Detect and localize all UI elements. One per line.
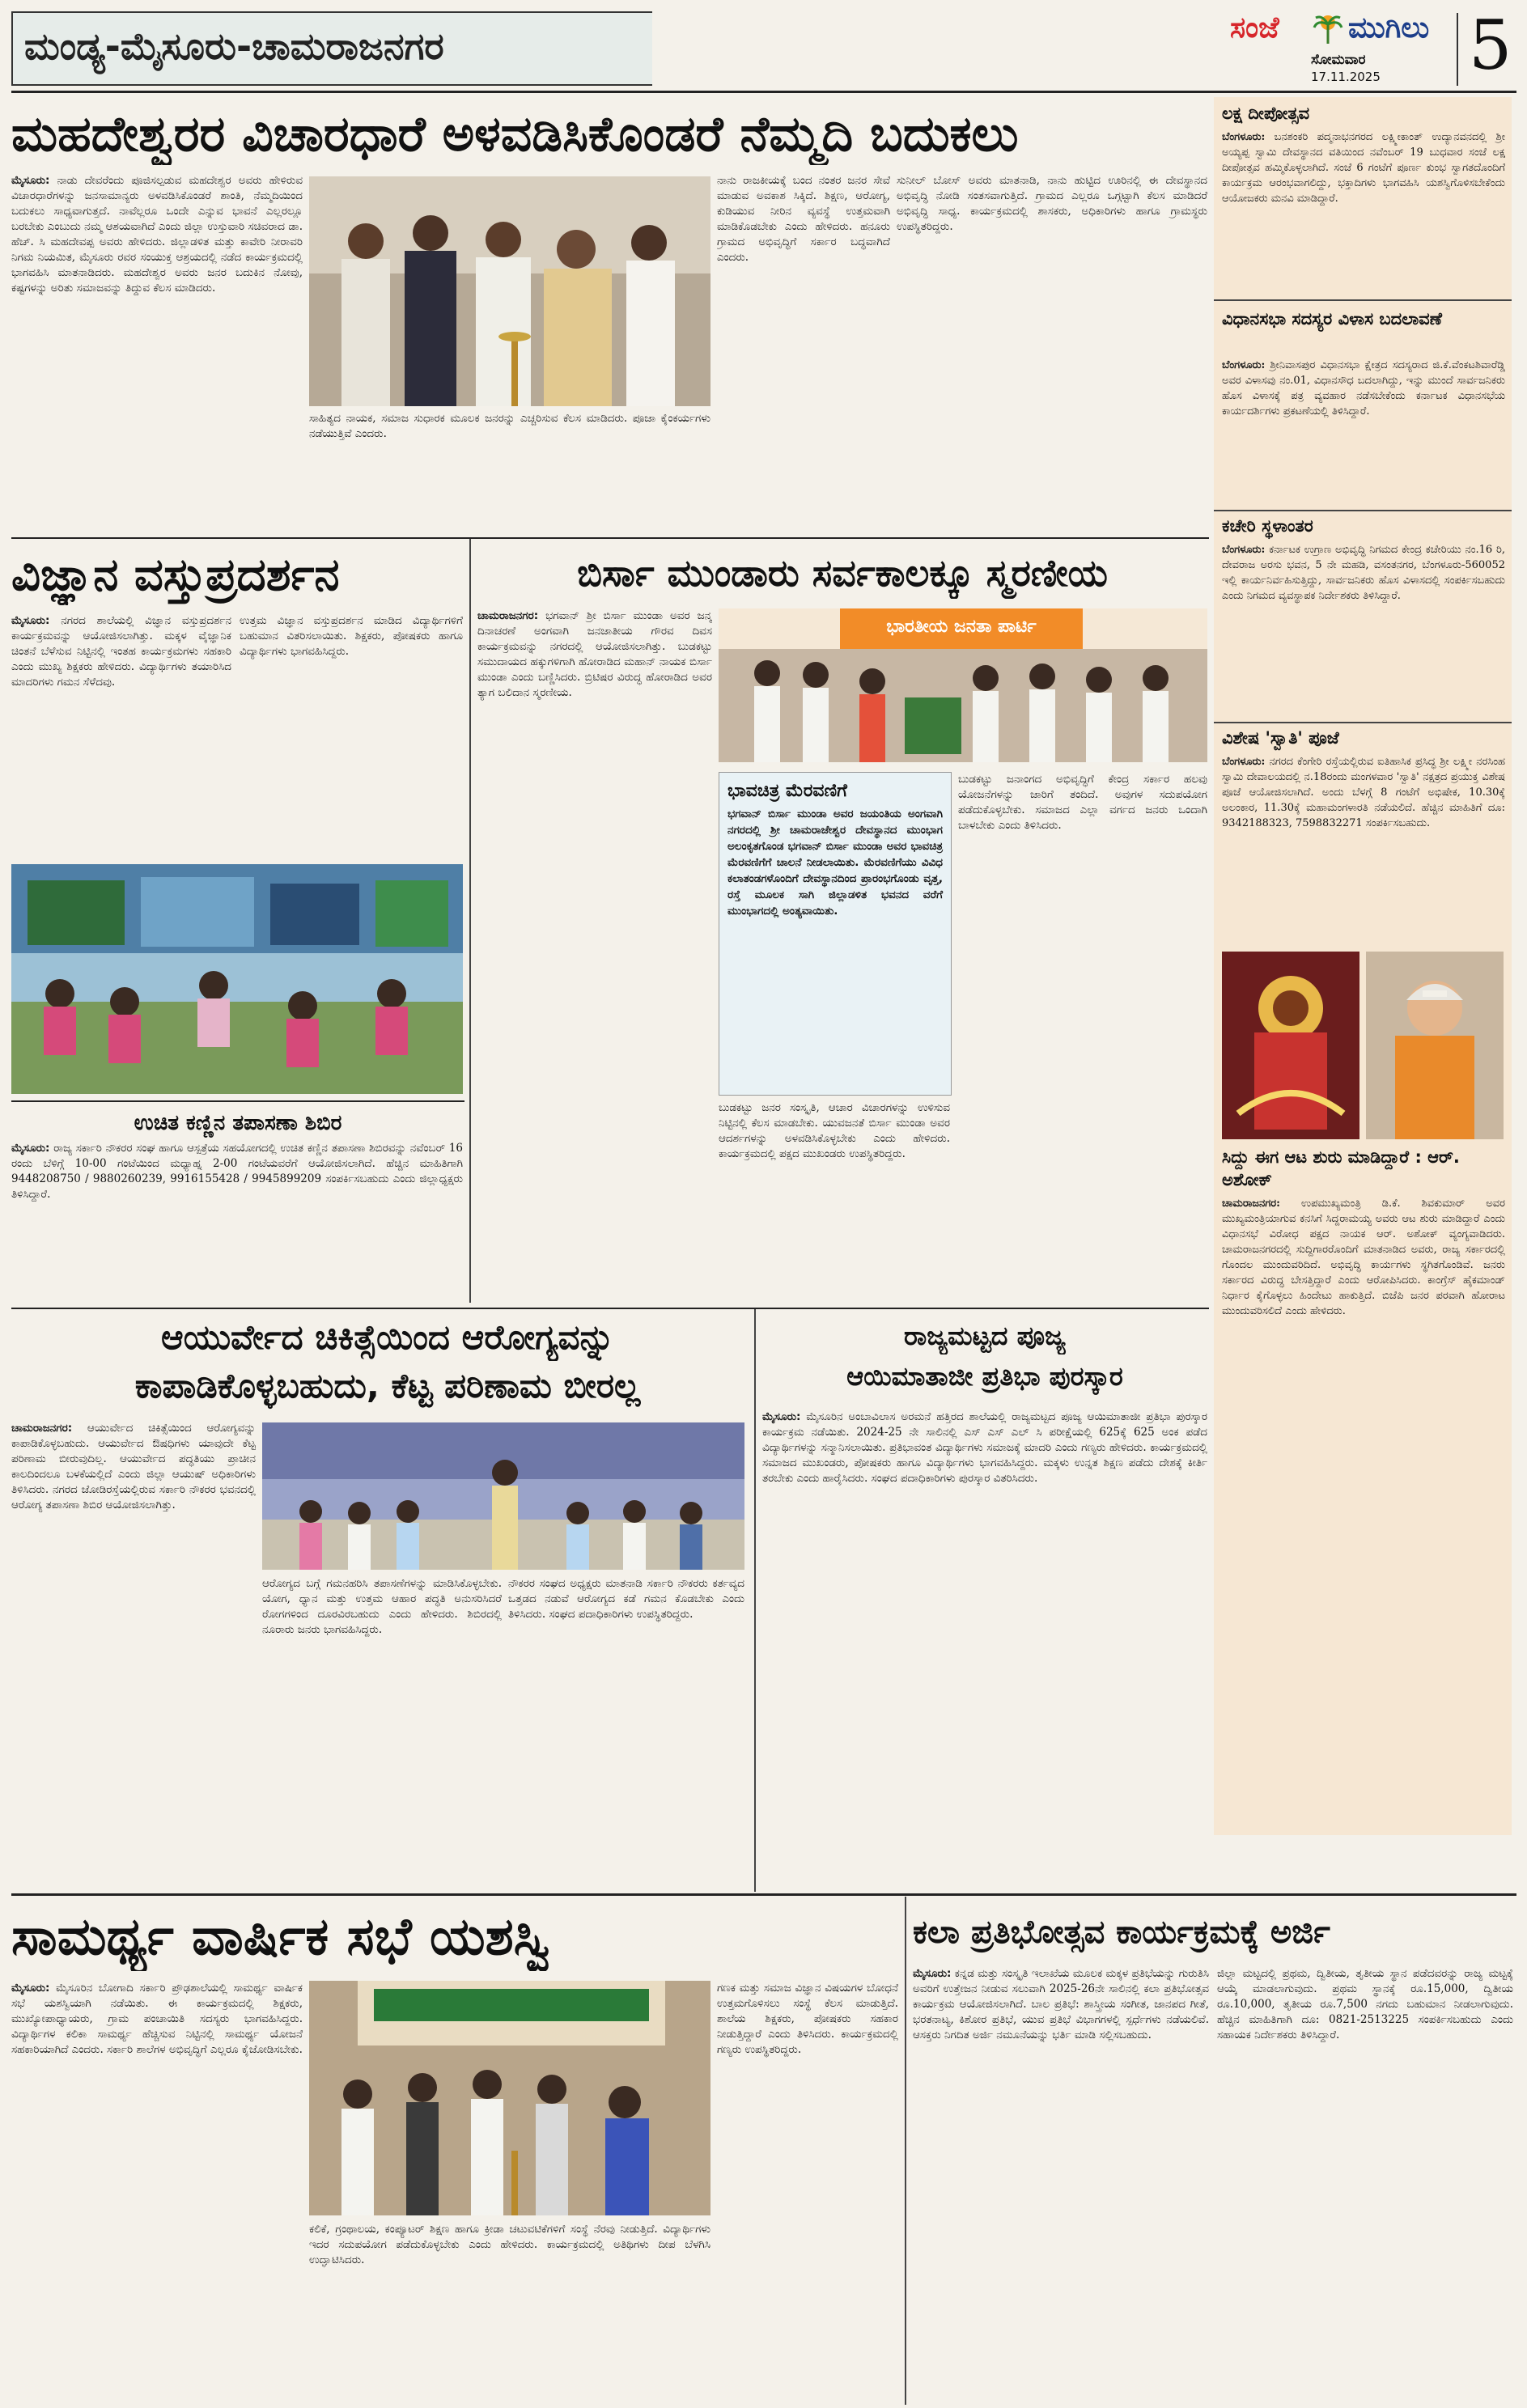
box-title: ಭಾವಚಿತ್ರ ಮೆರವಣಿಗೆ	[727, 781, 847, 801]
article-samarthya-headline: ಸಾಮರ್ಥ್ಯ ವಾರ್ಷಿಕ ಸಭೆ ಯಶಸ್ವಿ	[11, 1907, 551, 1967]
photo-deity-idol	[1222, 952, 1359, 1139]
article-birsa-col3: ಬುಡಕಟ್ಟು ಜನಾಂಗದ ಅಭಿವೃದ್ಧಿಗೆ ಕೇಂದ್ರ ಸರ್ಕಾರ ಹಲವು ಯೋಜನೆಗಳನ್ನು ಜಾರಿಗೆ ತಂದಿದೆ. ಅವುಗಳ ಸದುಪಯೋಗ ಪಡೆದುಕೊಳ್ಳಬೇಕು. ಸಮಾಜದ ಎಲ್ಲಾ ವರ್ಗದ ಜನರು ಒಂದಾಗಿ ಬಾಳಬೇಕು ಎಂದು ತಿಳಿಸಿದರು.	[958, 773, 1207, 832]
article-ayurveda-col1: ಚಾಮರಾಜನಗರ: ಆಯುರ್ವೇದ ಚಿಕಿತ್ಸೆಯಿಂದ ಆರೋಗ್ಯವನ್ನು ಕಾಪಾಡಿಕೊಳ್ಳಬಹುದು. ಆಯುರ್ವೇದ ಔಷಧಿಗಳು ಯಾವುದೇ ಕೆಟ್ಟ ಪರಿಣಾಮ ಬೀರುವುದಿಲ್ಲ. ಆಯುರ್ವೇದ ಪದ್ಧತಿಯು ಪ್ರಾಚೀನ ಕಾಲದಿಂದಲೂ ಬಳಕೆಯಲ್ಲಿದೆ ಎಂದು ಜಿಲ್ಲಾ ಆಯುಷ್ ಅಧಿಕಾರಿಗಳು ತಿಳಿಸಿದರು. ನಗರದ ಜೋಡಿರಸ್ತೆಯಲ್ಲಿರುವ ಸರ್ಕಾರಿ ನೌಕರರ ಭವನದಲ್ಲಿ ಆರೋಗ್ಯ ತಪಾಸಣಾ ಶಿಬಿರ ಆಯೋಜಿಸಲಾಗಿತ್ತು.	[11, 1422, 256, 1511]
palm-tree-icon	[1311, 11, 1345, 45]
sidebar-item-title: ಸಿದ್ದು ಈಗ ಆಟ ಶುರು ಮಾಡಿದ್ದಾರೆ : ಆರ್. ಅಶೋಕ್	[1222, 1147, 1460, 1189]
header-date: 17.11.2025	[1311, 70, 1381, 84]
photo-bjp-event	[719, 608, 1207, 762]
header-day: ಸೋಮವಾರ	[1311, 52, 1366, 68]
article-mahadeshwara-col3: ನಾನು ರಾಜಕೀಯಕ್ಕೆ ಬಂದ ನಂತರ ಜನರ ಸೇವೆ ಮಾಡುವ ಅವಕಾಶ ಸಿಕ್ಕಿದೆ. ಶಿಕ್ಷಣ, ಆರೋಗ್ಯ, ಕುಡಿಯುವ ನೀರಿನ ವ್ಯವಸ್ಥೆ ಉತ್ತಮವಾಗಿ ಮಾಡಿಕೊಡಬೇಕು ಎಂದು ಹೇಳಿದರು. ಹನೂರು ಗ್ರಾಮದ ಅಭಿವೃದ್ಧಿಗೆ ಸರ್ಕಾರ ಬದ್ಧವಾಗಿದೆ ಎಂದರು.	[717, 174, 890, 264]
article-vijnana-col1: ಮೈಸೂರು: ನಗರದ ಶಾಲೆಯಲ್ಲಿ ವಿಜ್ಞಾನ ವಸ್ತುಪ್ರದರ್ಶನ ಕಾರ್ಯಕ್ರಮವನ್ನು ಆಯೋಜಿಸಲಾಗಿತ್ತು. ಮಕ್ಕಳ ವೈಜ್ಞಾನಿಕ ಚಿಂತನೆ ಬೆಳೆಸುವ ನಿಟ್ಟಿನಲ್ಲಿ ಇಂತಹ ಕಾರ್ಯಕ್ರಮಗಳು ಸಹಕಾರಿ ಎಂದು ಮುಖ್ಯ ಶಿಕ್ಷಕರು ಹೇಳಿದರು. ವಿದ್ಯಾರ್ಥಿಗಳು ತಯಾರಿಸಿದ ಮಾದರಿಗಳು ಗಮನ ಸೆಳೆದವು.	[11, 614, 231, 689]
rule-2	[11, 1308, 1209, 1309]
sidebar-item-title: ವಿಧಾನಸಭಾ ಸದಸ್ಯರ ವಿಳಾಸ ಬದಲಾವಣೆ	[1222, 309, 1443, 329]
rule-1	[11, 537, 1209, 539]
box-body: ಭಗವಾನ್ ಬಿರ್ಸಾ ಮುಂಡಾ ಅವರ ಜಯಂತಿಯ ಅಂಗವಾಗಿ ನಗರದಲ್ಲಿ ಶ್ರೀ ಚಾಮರಾಜೇಶ್ವರ ದೇವಸ್ಥಾನದ ಮುಂಭಾಗ ಅಲಂಕೃತಗೊಂಡ ಭಗವಾನ್ ಬಿರ್ಸಾ ಮುಂಡಾ ಅವರ ಭಾವಚಿತ್ರ ಮೆರವಣಿಗೆಗೆ ಚಾಲನೆ ನೀಡಲಾಯಿತು. ಮೆರವಣಿಗೆಯು ವಿವಿಧ ಕಲಾತಂಡಗಳೊಂದಿಗೆ ದೇವಸ್ಥಾನದಿಂದ ಪ್ರಾರಂಭಗೊಂಡು ವೃತ್ತ, ರಸ್ತೆ ಮೂಲಕ ಸಾಗಿ ಜಿಲ್ಲಾಡಳಿತ ಭವನದ ವರೆಗೆ ಮುಂಭಾಗದಲ್ಲಿ ಅಂತ್ಯವಾಯಿತು.	[727, 808, 943, 918]
article-vijnana-col2: ಉತ್ತಮ ವಿಜ್ಞಾನ ವಸ್ತುಪ್ರದರ್ಶನ ಮಾಡಿದ ವಿದ್ಯಾರ್ಥಿಗಳಿಗೆ ಬಹುಮಾನ ವಿತರಿಸಲಾಯಿತು. ಶಿಕ್ಷಕರು, ಪೋಷಕರು ಹಾಗೂ ವಿದ್ಯಾರ್ಥಿಗಳು ಭಾಗವಹಿಸಿದ್ದರು.	[240, 614, 463, 658]
sidebar-item-title: ಕಚೇರಿ ಸ್ಥಳಾಂತರ	[1222, 516, 1313, 536]
photo-science-exhibition	[11, 864, 463, 1094]
article-ayurveda-col3: ನೌಕರರ ಸಂಘದ ಅಧ್ಯಕ್ಷರು ಮಾತನಾಡಿ ಸರ್ಕಾರಿ ನೌಕರರು ಕರ್ತವ್ಯದ ಒತ್ತಡದ ನಡುವೆ ಆರೋಗ್ಯದ ಕಡೆ ಗಮನ ಕೊಡಬೇಕು ಎಂದು ತಿಳಿಸಿದರು. ಸಂಘದ ಪದಾಧಿಕಾರಿಗಳು ಉಪಸ್ಥಿತರಿದ್ದರು.	[508, 1577, 744, 1621]
section-title: ಮಂಡ್ಯ-ಮೈಸೂರು-ಚಾಮರಾಜನಗರ	[24, 24, 444, 68]
sidebar-item-body: ಬೆಂಗಳೂರು: ಕರ್ನಾಟಕ ಉಗ್ರಾಣ ಅಭಿವೃದ್ಧಿ ನಿಗಮದ ಕೇಂದ್ರ ಕಚೇರಿಯು ನಂ.16 ರಿ, ದೇವರಾಜ ಅರಸು ಭವನ, 5 ನೇ ಮಹಡಿ, ವಸಂತನಗರ, ಬೆಂಗಳೂರು-560052 ಇಲ್ಲಿ ಕಾರ್ಯನಿರ್ವಹಿಸುತ್ತಿದ್ದು, ಸಾರ್ವಜನಿಕರು ಹೊಸ ವಿಳಾಸದಲ್ಲಿ ಸಂಪರ್ಕಿಸಬಹುದು ಎಂದು ನಿಗಮದ ವ್ಯವಸ್ಥಾಪಕ ನಿರ್ದೇಶಕರು ತಿಳಿಸಿದ್ದಾರೆ.	[1222, 544, 1505, 602]
article-eye-camp-body: ಮೈಸೂರು: ರಾಜ್ಯ ಸರ್ಕಾರಿ ನೌಕರರ ಸಂಘ ಹಾಗೂ ಆಸ್ಪತ್ರೆಯ ಸಹಯೋಗದಲ್ಲಿ ಉಚಿತ ಕಣ್ಣಿನ ತಪಾಸಣಾ ಶಿಬಿರವನ್ನು ನವೆಂಬರ್ 16 ರಂದು ಬೆಳಿಗ್ಗೆ 10-00 ಗಂಟೆಯಿಂದ ಮಧ್ಯಾಹ್ನ 2-00 ಗಂಟೆಯವರೆಗೆ ಆಯೋಜಿಸಲಾಗಿದೆ. ಹೆಚ್ಚಿನ ಮಾಹಿತಿಗಾಗಿ 9448208750 / 9880260239, 9916155428 / 9945899209 ಸಂಪರ್ಕಿಸಬಹುದು ಎಂದು ಜಿಲ್ಲಾಧ್ಯಕ್ಷರು ತಿಳಿಸಿದ್ದಾರೆ.	[11, 1142, 463, 1201]
logo-sanje: ಸಂಜೆ	[1230, 11, 1279, 45]
sidebar-item-title: ಲಕ್ಷ ದೀಪೋತ್ಸವ	[1222, 104, 1310, 123]
rule-3	[11, 1893, 1516, 1896]
sidebar-item-body: ಬೆಂಗಳೂರು: ಬನಶಂಕರಿ ಪದ್ಮನಾಭನಗರದ ಲಕ್ಷ್ಮೀಕಾಂತ್ ಉದ್ಯಾನವನದಲ್ಲಿ ಶ್ರೀ ಅಯ್ಯಪ್ಪ ಸ್ವಾಮಿ ದೇವಸ್ಥಾನದ ವತಿಯಿಂದ ನವೆಂಬರ್ 19 ಬುಧವಾರ ಸಂಜೆ ಲಕ್ಷ ದೀಪೋತ್ಸವ ಹಮ್ಮಿಕೊಳ್ಳಲಾಗಿದೆ. ಸಂಜೆ 6 ಗಂಟೆಗೆ ಪೂರ್ಣ ಕುಂಭ ಸ್ವಾಗತದೊಂದಿಗೆ ಕಾರ್ಯಕ್ರಮ ಆರಂಭವಾಗಲಿದ್ದು, ಭಕ್ತಾದಿಗಳು ಭಾಗವಹಿಸಿ ಯಶಸ್ವಿಗೊಳಿಸಬೇಕೆಂದು ಆಯೋಜಕರು ಮನವಿ ಮಾಡಿದ್ದಾರೆ.	[1222, 131, 1505, 205]
logo-mugilu: ಮುಗಿಲು	[1348, 11, 1430, 45]
sidebar-item-body: ಬೆಂಗಳೂರು: ನಗರದ ಕೆಂಗೇರಿ ರಸ್ತೆಯಲ್ಲಿರುವ ಐತಿಹಾಸಿಕ ಪ್ರಸಿದ್ಧ ಶ್ರೀ ಲಕ್ಷ್ಮೀ ನರಸಿಂಹ ಸ್ವಾಮಿ ದೇವಾಲಯದಲ್ಲಿ ನ.18ರಂದು ಮಂಗಳವಾರ 'ಸ್ವಾತಿ' ನಕ್ಷತ್ರದ ಪ್ರಯುಕ್ತ ವಿಶೇಷ ಪೂಜೆ ಆಯೋಜಿಸಲಾಗಿದೆ. ಅಂದು ಬೆಳಗ್ಗೆ 8 ಗಂಟೆಗೆ ಅಭಿಷೇಕ, 10.30ಕ್ಕೆ ಅಲಂಕಾರ, 11.30ಕ್ಕೆ ಮಹಾಮಂಗಳಾರತಿ ನಡೆಯಲಿದೆ. ಹೆಚ್ಚಿನ ಮಾಹಿತಿಗೆ ದೂ: 9342188323, 7598832271 ಸಂಪರ್ಕಿಸಬಹುದು.	[1222, 756, 1505, 829]
birsa-procession-box	[719, 772, 952, 1096]
article-prashasti-body: ಮೈಸೂರು: ಮೈಸೂರಿನ ಅಂಬಾವಿಲಾಸ ಅರಮನೆ ಹತ್ತಿರದ ಶಾಲೆಯಲ್ಲಿ ರಾಜ್ಯಮಟ್ಟದ ಪೂಜ್ಯ ಆಯಿಮಾತಾಜೀ ಪ್ರತಿಭಾ ಪುರಸ್ಕಾರ ಕಾರ್ಯಕ್ರಮ ನಡೆಯಿತು. 2024-25 ನೇ ಸಾಲಿನಲ್ಲಿ ಎಸ್ ಎಸ್ ಎಲ್ ಸಿ ಪರೀಕ್ಷೆಯಲ್ಲಿ 625ಕ್ಕೆ 625 ಅಂಕ ಪಡೆದ ವಿದ್ಯಾರ್ಥಿಗಳನ್ನು ಸನ್ಮಾನಿಸಲಾಯಿತು. ಪ್ರತಿಭಾವಂತ ವಿದ್ಯಾರ್ಥಿಗಳು ಸಮಾಜಕ್ಕೆ ಮಾದರಿ ಎಂದು ಗಣ್ಯರು ಹೇಳಿದರು. ಕಾರ್ಯಕ್ರಮದಲ್ಲಿ ಸಮಾಜದ ಮುಖಂಡರು, ಪೋಷಕರು ಹಾಗೂ ವಿದ್ಯಾರ್ಥಿಗಳು ಭಾಗವಹಿಸಿದ್ದರು. ಮಕ್ಕಳು ಉನ್ನತ ಶಿಕ್ಷಣ ಪಡೆದು ದೇಶಕ್ಕೆ ಕೀರ್ತಿ ತರಬೇಕು ಎಂದು ಹಾರೈಸಿದರು. ಸಂಘದ ಪದಾಧಿಕಾರಿಗಳು ಪುರಸ್ಕಾರ ವಿತರಿಸಿದರು.	[762, 1410, 1207, 1485]
rule-eye	[11, 1100, 464, 1102]
banner-bjp: ಭಾರತೀಯ ಜನತಾ ಪಾರ್ಟಿ	[886, 617, 1037, 637]
sidebar-item-body: ಚಾಮರಾಜನಗರ: ಉಪಮುಖ್ಯಮಂತ್ರಿ ಡಿ.ಕೆ. ಶಿವಕುಮಾರ್ ಅವರ ಮುಖ್ಯಮಂತ್ರಿಯಾಗುವ ಕನಸಿಗೆ ಸಿದ್ದರಾಮಯ್ಯ ಅವರು ಆಟ ಶುರು ಮಾಡಿದ್ದಾರೆ ಎಂದು ವಿಧಾನಸಭೆ ವಿರೋಧ ಪಕ್ಷದ ನಾಯಕ ಆರ್. ಅಶೋಕ್ ವ್ಯಂಗ್ಯವಾಡಿದರು. ಚಾಮರಾಜನಗರದಲ್ಲಿ ಸುದ್ದಿಗಾರರೊಂದಿಗೆ ಮಾತನಾಡಿದ ಅವರು, ರಾಜ್ಯ ಸರ್ಕಾರದಲ್ಲಿ ಗೊಂದಲ ಮುಂದುವರಿದಿದೆ. ಅಭಿವೃದ್ಧಿ ಕಾರ್ಯಗಳು ಸ್ಥಗಿತಗೊಂಡಿವೆ. ಜನರು ಸರ್ಕಾರದ ವಿರುದ್ಧ ಬೇಸತ್ತಿದ್ದಾರೆ ಎಂದು ಆರೋಪಿಸಿದರು. ಕಾಂಗ್ರೆಸ್ ಹೈಕಮಾಂಡ್ ನಿರ್ಧಾರ ಕೈಗೊಳ್ಳಲು ಹಿಂದೇಟು ಹಾಕುತ್ತಿದೆ. ಬಿಜೆಪಿ ಜನರ ಪರವಾಗಿ ಹೋರಾಟ ಮುಂದುವರಿಸಲಿದೆ ಎಂದು ಹೇಳಿದರು.	[1222, 1198, 1505, 1317]
page-number: 5	[1469, 6, 1512, 85]
article-ayurveda-headline-1: ಆಯುರ್ವೇದ ಚಿಕಿತ್ಸೆಯಿಂದ ಆರೋಗ್ಯವನ್ನು	[161, 1317, 614, 1357]
article-kala-headline: ಕಲಾ ಪ್ರತಿಭೋತ್ಸವ ಕಾರ್ಯಕ್ರಮಕ್ಕೆ ಅರ್ಜಿ	[913, 1914, 1330, 1951]
sidebar-divider	[1214, 299, 1512, 301]
photo-swamiji	[1366, 952, 1504, 1139]
article-prashasti-headline-1: ರಾಜ್ಯಮಟ್ಟದ ಪೂಜ್ಯ	[904, 1321, 1066, 1351]
article-birsa-col1: ಚಾಮರಾಜನಗರ: ಭಗವಾನ್ ಶ್ರೀ ಬಿರ್ಸಾ ಮುಂಡಾ ಅವರ ಜನ್ಮ ದಿನಾಚರಣೆ ಅಂಗವಾಗಿ ಜನಜಾತೀಯ ಗೌರವ ದಿವಸ ಕಾರ್ಯಕ್ರಮವನ್ನು ನಗರದಲ್ಲಿ ಆಯೋಜಿಸಲಾಗಿತ್ತು. ಬುಡಕಟ್ಟು ಸಮುದಾಯದ ಹಕ್ಕುಗಳಿಗಾಗಿ ಹೋರಾಡಿದ ಮಹಾನ್ ನಾಯಕ ಬಿರ್ಸಾ ಮುಂಡಾ ಎಂದು ಬಣ್ಣಿಸಿದರು. ಬ್ರಿಟಿಷರ ವಿರುದ್ಧ ಹೋರಾಡಿದ ಅವರ ತ್ಯಾಗ ಬಲಿದಾನ ಸ್ಮರಣೀಯ.	[477, 609, 712, 699]
masthead-logo	[1214, 11, 1449, 86]
photo-ceremony-lamp	[309, 176, 710, 406]
header-divider	[1457, 13, 1458, 86]
article-mahadeshwara-col1: ಮೈಸೂರು: ನಾಡು ದೇವರೆಂದು ಪೂಜಿಸಲ್ಪಡುವ ಮಹದೇಶ್ವರ ಅವರು ಹೇಳಿರುವ ವಿಚಾರಧಾರೆಗಳನ್ನು ಜನಸಾಮಾನ್ಯರು ಅಳವಡಿಸಿಕೊಂಡರೆ ಶಾಂತಿ, ನೆಮ್ಮದಿಯಿಂದ ಬದುಕಲು ಸಾಧ್ಯವಾಗುತ್ತದೆ. ನಾವೆಲ್ಲರೂ ಒಂದೇ ಎನ್ನುವ ಭಾವನೆ ಎಲ್ಲರಲ್ಲೂ ಬರಬೇಕು ಎಂಬುದು ನಮ್ಮ ಆಶಯವಾಗಿದೆ ಎಂದು ಜಿಲ್ಲಾ ಉಸ್ತುವಾರಿ ಸಚಿವರಾದ ಡಾ. ಹೆಚ್. ಸಿ ಮಹದೇವಪ್ಪ ಅವರು ಹೇಳಿದರು. ಜಿಲ್ಲಾಡಳಿತ ಮತ್ತು ಕಾವೇರಿ ನೀರಾವರಿ ನಿಗಮ ನಿಯಮಿತ, ಮೈಸೂರು ರವರ ಸಂಯುಕ್ತ ಆಶ್ರಯದಲ್ಲಿ ನಡೆದ ಕಾರ್ಯಕ್ರಮದಲ್ಲಿ ಭಾಗವಹಿಸಿ ಮಾತನಾಡಿದರು. ಮಹದೇಶ್ವರ ಅವರು ಜನರ ಬದುಕಿನ ನೋವು, ಕಷ್ಟಗಳನ್ನು ಅರಿತು ಸಮಾಜವನ್ನು ತಿದ್ದುವ ಕೆಲಸ ಮಾಡಿದರು.	[11, 174, 303, 295]
sidebar-divider	[1214, 722, 1512, 723]
article-mahadeshwara-headline: ಮಹದೇಶ್ವರರ ವಿಚಾರಧಾರೆ ಅಳವಡಿಸಿಕೊಂಡರೆ ನೆಮ್ಮದಿ ಬದುಕಲು	[11, 106, 1019, 163]
vrule-ayurveda	[754, 1309, 756, 1892]
article-samarthya-col1: ಮೈಸೂರು: ಮೈಸೂರಿನ ಬೋಗಾದಿ ಸರ್ಕಾರಿ ಪ್ರೌಢಶಾಲೆಯಲ್ಲಿ ಸಾಮರ್ಥ್ಯ ವಾರ್ಷಿಕ ಸಭೆ ಯಶಸ್ವಿಯಾಗಿ ನಡೆಯಿತು. ಈ ಕಾರ್ಯಕ್ರಮದಲ್ಲಿ ಶಿಕ್ಷಕರು, ಮುಖ್ಯೋಪಾಧ್ಯಾಯರು, ಗ್ರಾಮ ಪಂಚಾಯಿತಿ ಸದಸ್ಯರು ಭಾಗವಹಿಸಿದ್ದರು. ವಿದ್ಯಾರ್ಥಿಗಳ ಕಲಿಕಾ ಸಾಮರ್ಥ್ಯ ಹೆಚ್ಚಿಸುವ ನಿಟ್ಟಿನಲ್ಲಿ ಸಾಮರ್ಥ್ಯ ಯೋಜನೆ ಸಹಕಾರಿಯಾಗಿದೆ ಎಂದರು. ಸರ್ಕಾರಿ ಶಾಲೆಗಳ ಅಭಿವೃದ್ಧಿಗೆ ಎಲ್ಲರೂ ಕೈಜೋಡಿಸಬೇಕು.	[11, 1982, 303, 2056]
vrule-vijnana	[469, 539, 471, 1303]
photo-ayurveda-camp	[262, 1422, 744, 1570]
article-ayurveda-col2: ಆರೋಗ್ಯದ ಬಗ್ಗೆ ಗಮನಹರಿಸಿ ತಪಾಸಣೆಗಳನ್ನು ಮಾಡಿಸಿಕೊಳ್ಳಬೇಕು. ಯೋಗ, ಧ್ಯಾನ ಮತ್ತು ಉತ್ತಮ ಆಹಾರ ಪದ್ಧತಿ ಅನುಸರಿಸಿದರೆ ರೋಗಗಳಿಂದ ದೂರವಿರಬಹುದು ಎಂದು ಹೇಳಿದರು. ಶಿಬಿರದಲ್ಲಿ ನೂರಾರು ಜನರು ಭಾಗವಹಿಸಿದ್ದರು.	[262, 1577, 502, 1636]
article-vijnana-headline: ವಿಜ್ಞಾನ ವಸ್ತುಪ್ರದರ್ಶನ	[11, 549, 340, 601]
sidebar-divider	[1214, 510, 1512, 511]
article-kala-col1: ಮೈಸೂರು: ಕನ್ನಡ ಮತ್ತು ಸಂಸ್ಕೃತಿ ಇಲಾಖೆಯ ಮೂಲಕ ಮಕ್ಕಳ ಪ್ರತಿಭೆಯನ್ನು ಗುರುತಿಸಿ ಅವರಿಗೆ ಉತ್ತೇಜನ ನೀಡುವ ಸಲುವಾಗಿ 2025-26ನೇ ಸಾಲಿನಲ್ಲಿ ಕಲಾ ಪ್ರತಿಭೋತ್ಸವ ಕಾರ್ಯಕ್ರಮ ಆಯೋಜಿಸಲಾಗಿದೆ. ಬಾಲ ಪ್ರತಿಭೆ: ಶಾಸ್ತ್ರೀಯ ಸಂಗೀತ, ಜಾನಪದ ಗೀತೆ, ಭರತನಾಟ್ಯ, ಕಿಶೋರ ಪ್ರತಿಭೆ, ಯುವ ಪ್ರತಿಭೆ ವಿಭಾಗಗಳಲ್ಲಿ ಸ್ಪರ್ಧೆಗಳು ನಡೆಯಲಿವೆ. ಆಸಕ್ತರು ನಿಗದಿತ ಅರ್ಜಿ ನಮೂನೆಯನ್ನು ಭರ್ತಿ ಮಾಡಿ ಸಲ್ಲಿಸಬಹುದು.	[913, 1967, 1209, 2041]
sidebar-item-body: ಬೆಂಗಳೂರು: ಶ್ರೀನಿವಾಸಪುರ ವಿಧಾನಸಭಾ ಕ್ಷೇತ್ರದ ಸದಸ್ಯರಾದ ಜಿ.ಕೆ.ವೆಂಕಟಶಿವಾರೆಡ್ಡಿ ಅವರ ವಿಳಾಸವು ನಂ.01, ವಿಧಾನಸೌಧ ಬದಲಾಗಿದ್ದು, ಇನ್ನು ಮುಂದೆ ಸಾರ್ವಜನಿಕರು ಹೊಸ ವಿಳಾಸಕ್ಕೆ ಪತ್ರ ವ್ಯವಹಾರ ನಡೆಸಬೇಕೆಂದು ಕರ್ನಾಟಕ ವಿಧಾನಸಭೆಯ ಕಾರ್ಯದರ್ಶಿಗಳು ಪ್ರಕಟಣೆಯಲ್ಲಿ ತಿಳಿಸಿದ್ದಾರೆ.	[1222, 359, 1505, 418]
photo-samarthya-meeting	[309, 1981, 710, 2215]
article-prashasti-headline-2: ಆಯಿಮಾತಾಜೀ ಪ್ರತಿಭಾ ಪುರಸ್ಕಾರ	[846, 1361, 1123, 1392]
article-samarthya-col2: ಕಲಿಕೆ, ಗ್ರಂಥಾಲಯ, ಕಂಪ್ಯೂಟರ್ ಶಿಕ್ಷಣ ಹಾಗೂ ಕ್ರೀಡಾ ಚಟುವಟಿಕೆಗಳಿಗೆ ಸಂಸ್ಥೆ ನೆರವು ನೀಡುತ್ತಿದೆ. ವಿದ್ಯಾರ್ಥಿಗಳು ಇದರ ಸದುಪಯೋಗ ಪಡೆದುಕೊಳ್ಳಬೇಕು ಎಂದು ಹೇಳಿದರು. ಕಾರ್ಯಕ್ರಮದಲ್ಲಿ ಅತಿಥಿಗಳು ದೀಪ ಬೆಳಗಿಸಿ ಉದ್ಘಾಟಿಸಿದರು.	[309, 2223, 710, 2266]
article-mahadeshwara-col4: ಸುನೀಲ್ ಬೋಸ್ ಅವರು ಮಾತನಾಡಿ, ನಾನು ಹುಟ್ಟಿದ ಊರಿನಲ್ಲಿ ಈ ದೇವಸ್ಥಾನದ ಅಭಿವೃದ್ಧಿ ನೋಡಿ ಸಂತಸವಾಗುತ್ತಿದೆ. ಗ್ರಾಮದ ಎಲ್ಲರೂ ಒಗ್ಗಟ್ಟಾಗಿ ಕೆಲಸ ಮಾಡಿದರೆ ಅಭಿವೃದ್ಧಿ ಸಾಧ್ಯ. ಕಾರ್ಯಕ್ರಮದಲ್ಲಿ ಶಾಸಕರು, ಅಧಿಕಾರಿಗಳು ಹಾಗೂ ಗ್ರಾಮಸ್ಥರು ಉಪಸ್ಥಿತರಿದ್ದರು.	[897, 174, 1207, 233]
article-samarthya-col3: ಗಣಕ ಮತ್ತು ಸಮಾಜ ವಿಜ್ಞಾನ ವಿಷಯಗಳ ಬೋಧನೆ ಉತ್ತಮಗೊಳಿಸಲು ಸಂಸ್ಥೆ ಕೆಲಸ ಮಾಡುತ್ತಿದೆ. ಶಾಲೆಯ ಶಿಕ್ಷಕರು, ಪೋಷಕರು ಸಹಕಾರ ನೀಡುತ್ತಿದ್ದಾರೆ ಎಂದು ತಿಳಿಸಿದರು. ಕಾರ್ಯಕ್ರಮದಲ್ಲಿ ಗಣ್ಯರು ಉಪಸ್ಥಿತರಿದ್ದರು.	[717, 1982, 898, 2056]
sidebar-briefs	[1214, 97, 1512, 1835]
vrule-samarthya	[905, 1897, 906, 2405]
dateline: ಮೈಸೂರು:	[11, 174, 50, 187]
article-mahadeshwara-col2: ಸಾಹಿತ್ಯದ ನಾಯಕ, ಸಮಾಜ ಸುಧಾರಕ ಮೂಲಕ ಜನರನ್ನು ಎಚ್ಚರಿಸುವ ಕೆಲಸ ಮಾಡಿದರು. ಪೂಜಾ ಕೈಂಕರ್ಯಗಳು ನಡೆಯುತ್ತಿವೆ ಎಂದರು.	[309, 412, 710, 440]
masthead-section-title	[11, 11, 652, 86]
article-birsa-col2: ಬುಡಕಟ್ಟು ಜನರ ಸಂಸ್ಕೃತಿ, ಆಚಾರ ವಿಚಾರಗಳನ್ನು ಉಳಿಸುವ ನಿಟ್ಟಿನಲ್ಲಿ ಕೆಲಸ ಮಾಡಬೇಕು. ಯುವಜನತೆ ಬಿರ್ಸಾ ಮುಂಡಾ ಅವರ ಆದರ್ಶಗಳನ್ನು ಅಳವಡಿಸಿಕೊಳ್ಳಬೇಕು ಎಂದು ಹೇಳಿದರು. ಕಾರ್ಯಕ್ರಮದಲ್ಲಿ ಪಕ್ಷದ ಮುಖಂಡರು ಉಪಸ್ಥಿತರಿದ್ದರು.	[719, 1101, 950, 1160]
article-eye-camp-headline: ಉಚಿತ ಕಣ್ಣಿನ ತಪಾಸಣಾ ಶಿಬಿರ	[134, 1111, 342, 1135]
article-birsa-headline: ಬಿರ್ಸಾ ಮುಂಡಾರು ಸರ್ವಕಾಲಕ್ಕೂ ಸ್ಮರಣೀಯ	[577, 551, 1108, 595]
header-rule	[11, 91, 1516, 93]
article-ayurveda-headline-2: ಕಾಪಾಡಿಕೊಳ್ಳಬಹುದು, ಕೆಟ್ಟ ಪರಿಣಾಮ ಬೀರಲ್ಲ	[134, 1366, 641, 1405]
article-kala-col2: ಜಿಲ್ಲಾ ಮಟ್ಟದಲ್ಲಿ ಪ್ರಥಮ, ದ್ವಿತೀಯ, ತೃತೀಯ ಸ್ಥಾನ ಪಡೆದವರನ್ನು ರಾಜ್ಯ ಮಟ್ಟಕ್ಕೆ ಆಯ್ಕೆ ಮಾಡಲಾಗುವುದು. ಪ್ರಥಮ ಸ್ಥಾನಕ್ಕೆ ರೂ.15,000, ದ್ವಿತೀಯ ರೂ.10,000, ತೃತೀಯ ರೂ.7,500 ನಗದು ಬಹುಮಾನ ನೀಡಲಾಗುವುದು. ಹೆಚ್ಚಿನ ಮಾಹಿತಿಗಾಗಿ ದೂ: 0821-2513225 ಸಂಪರ್ಕಿಸಬಹುದು ಎಂದು ಸಹಾಯಕ ನಿರ್ದೇಶಕರು ತಿಳಿಸಿದ್ದಾರೆ.	[1217, 1967, 1513, 2041]
sidebar-item-title: ವಿಶೇಷ 'ಸ್ವಾತಿ' ಪೂಜೆ	[1222, 728, 1339, 748]
